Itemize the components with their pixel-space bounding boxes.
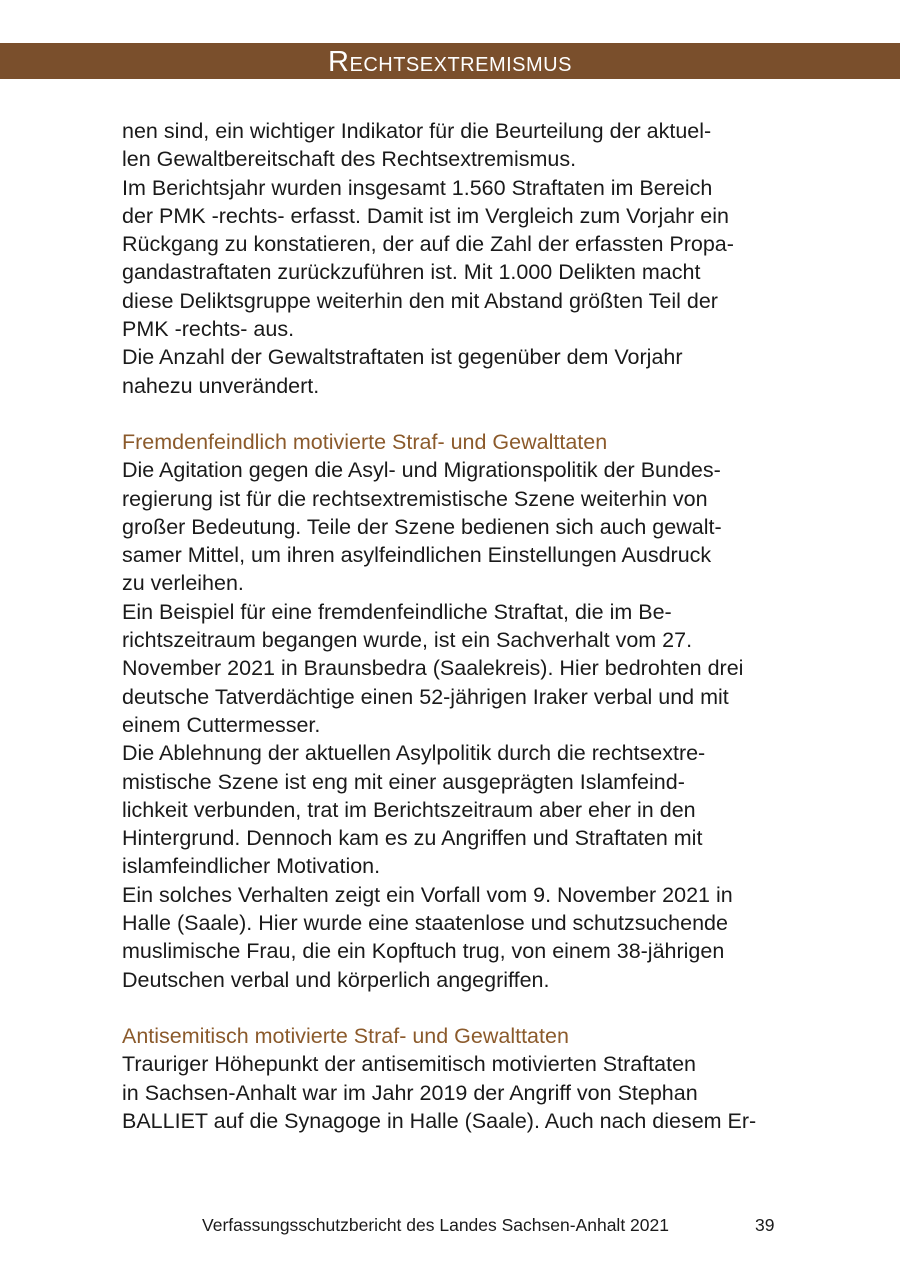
paragraph-4	[122, 456, 782, 597]
paragraph-8	[122, 1050, 782, 1135]
paragraph-6	[122, 739, 782, 880]
text-line: gandastraftaten zurückzuführen ist. Mit 1.000 Delikten macht	[122, 260, 701, 285]
section-spacer	[122, 400, 782, 428]
text-line: regierung ist für die rechtsextremistische Szene weiterhin von	[122, 486, 708, 511]
subheading-antisemitic: Antisemitisch motivierte Straf- und Gewalttaten	[122, 1023, 569, 1048]
text-line: in Sachsen-Anhalt war im Jahr 2019 der Angriff von Stephan	[122, 1080, 698, 1105]
text-line: Die Agitation gegen die Asyl- und Migrationspolitik der Bundes-	[122, 458, 721, 483]
paragraph-3	[122, 343, 782, 400]
text-line: islamfeindlicher Motivation.	[122, 854, 381, 879]
text-line: einem Cuttermesser.	[122, 712, 321, 737]
text-line: nen sind, ein wichtiger Indikator für die Beurteilung der aktuel-	[122, 119, 712, 143]
text-line: deutsche Tatverdächtige einen 52-jährigen Iraker verbal und mit	[122, 684, 729, 709]
text-line: muslimische Frau, die ein Kopftuch trug, von einem 38-jährigen	[122, 939, 725, 964]
text-line: diese Deliktsgruppe weiterhin den mit Abstand größten Teil der	[122, 288, 718, 313]
text-line: Ein solches Verhalten zeigt ein Vorfall vom 9. November 2021 in	[122, 882, 733, 907]
text-line: BALLIET auf die Synagoge in Halle (Saale). Auch nach diesem Er-	[122, 1108, 757, 1133]
text-line: mistische Szene ist eng mit einer ausgeprägten Islamfeind-	[122, 769, 685, 794]
page-section-title: Rechtsextremismus	[328, 46, 572, 78]
text-line: lichkeit verbunden, trat im Berichtszeitraum aber eher in den	[122, 797, 696, 822]
text-line: zu verleihen.	[122, 571, 244, 596]
paragraph-7	[122, 881, 782, 994]
body-text	[122, 117, 782, 1135]
section-spacer	[122, 994, 782, 1022]
text-line: November 2021 in Braunsbedra (Saalekreis). Hier bedrohten drei	[122, 656, 744, 681]
text-line: richtszeitraum begangen wurde, ist ein Sachverhalt vom 27.	[122, 628, 693, 653]
text-line: len Gewaltbereitschaft des Rechtsextremismus.	[122, 147, 577, 172]
subheading-xenophobic: Fremdenfeindlich motivierte Straf- und Gewalttaten	[122, 429, 608, 454]
text-line: PMK -rechts- aus.	[122, 317, 295, 342]
text-line: der PMK -rechts- erfasst. Damit ist im Vergleich zum Vorjahr ein	[122, 203, 729, 228]
text-line: Im Berichtsjahr wurden insgesamt 1.560 Straftaten im Bereich	[122, 175, 713, 200]
page-number: 39	[755, 1215, 775, 1235]
text-line: Die Ablehnung der aktuellen Asylpolitik durch die rechtsextre-	[122, 741, 706, 766]
text-line: nahezu unverändert.	[122, 373, 320, 398]
header-band	[0, 43, 900, 79]
footer-publication-title: Verfassungsschutzbericht des Landes Sachsen-Anhalt 2021	[202, 1215, 669, 1235]
text-line: Rückgang zu konstatieren, der auf die Zahl der erfassten Propa-	[122, 232, 734, 257]
text-line: Deutschen verbal und körperlich angegriffen.	[122, 967, 550, 992]
paragraph-2	[122, 174, 782, 344]
text-line: Die Anzahl der Gewaltstraftaten ist gegenüber dem Vorjahr	[122, 345, 683, 370]
paragraph-5	[122, 598, 782, 739]
text-line: Trauriger Höhepunkt der antisemitisch motivierten Straftaten	[122, 1052, 696, 1077]
text-line: Halle (Saale). Hier wurde eine staatenlose und schutzsuchende	[122, 911, 728, 936]
paragraph-1	[122, 117, 782, 174]
text-line: Ein Beispiel für eine fremdenfeindliche Straftat, die im Be-	[122, 599, 672, 624]
text-line: samer Mittel, um ihren asylfeindlichen Einstellungen Ausdruck	[122, 543, 712, 568]
text-line: großer Bedeutung. Teile der Szene bedienen sich auch gewalt-	[122, 514, 722, 539]
text-line: Hintergrund. Dennoch kam es zu Angriffen und Straftaten mit	[122, 826, 703, 851]
